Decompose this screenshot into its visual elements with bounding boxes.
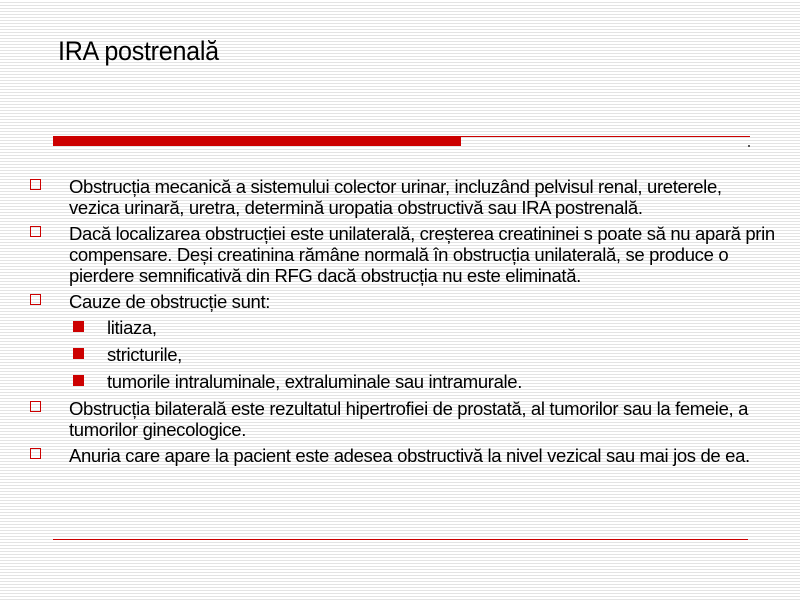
bullet-item (30, 291, 775, 312)
filled-square-icon (73, 348, 84, 359)
sub-bullet-item (30, 371, 775, 392)
filled-square-icon (73, 375, 84, 386)
hollow-square-icon (30, 179, 41, 190)
decorative-dot (748, 145, 750, 147)
footer-divider-line (53, 539, 748, 540)
bullet-text: Cauze de obstrucție sunt: (69, 291, 271, 312)
bullet-item (30, 445, 775, 466)
sub-bullet-item (30, 344, 775, 365)
sub-bullet-text: tumorile intraluminale, extraluminale sau intramurale. (107, 371, 523, 392)
bullet-item (30, 223, 775, 286)
sub-bullet-text: litiaza, (107, 317, 157, 338)
filled-square-icon (73, 321, 84, 332)
bullet-item (30, 176, 775, 218)
hollow-square-icon (30, 226, 41, 237)
sub-bullet-text: stricturile, (107, 344, 182, 365)
hollow-square-icon (30, 448, 41, 459)
sub-bullet-item (30, 317, 775, 338)
slide-title: IRA postrenală (58, 36, 219, 66)
bullet-item (30, 398, 775, 440)
bullet-text: Obstrucția bilaterală este rezultatul hipertrofiei de prostată, al tumorilor sau la femeie, a tumorilor ginecologice. (69, 398, 749, 440)
bullet-text: Anuria care apare la pacient este adesea obstructivă la nivel vezical sau mai jos de ea. (69, 445, 750, 466)
title-accent-bar (53, 137, 461, 146)
bullet-text: Obstrucția mecanică a sistemului colector urinar, incluzând pelvisul renal, ureterele, vezica urinară, uretra, determină uropatia obstructivă sau IRA postrenală. (69, 176, 722, 218)
bullet-text: Dacă localizarea obstrucției este unilaterală, creșterea creatininei s poate să nu apară prin compensare. Deși creatinina rămâne normală în obstrucția unilaterală, se produce o pierdere semnificativă din RFG dacă obstrucția nu este eliminată. (69, 223, 775, 286)
hollow-square-icon (30, 401, 41, 412)
slide-body (30, 176, 775, 471)
hollow-square-icon (30, 294, 41, 305)
